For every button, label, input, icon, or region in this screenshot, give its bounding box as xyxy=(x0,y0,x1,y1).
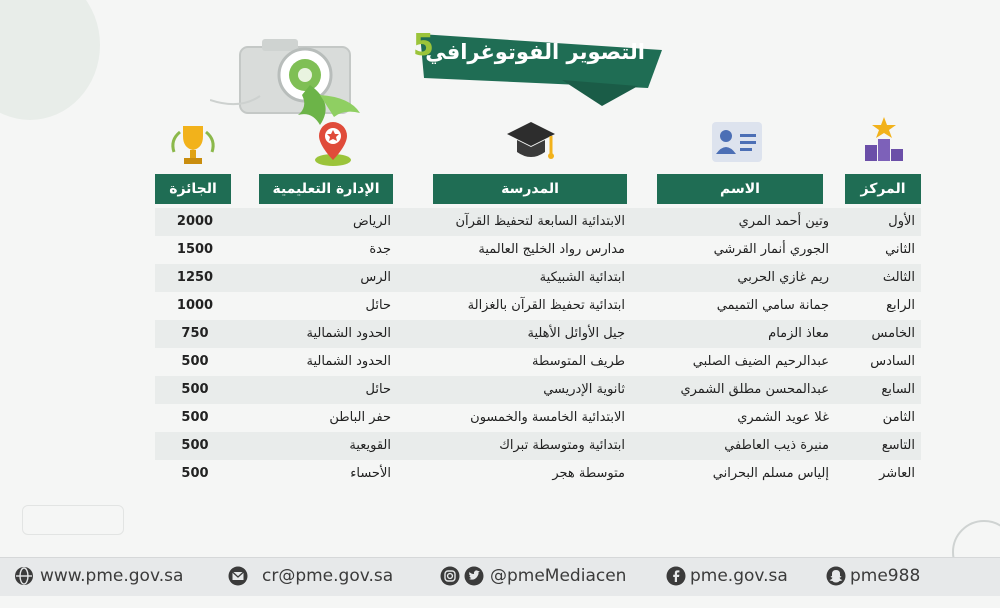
school-cell: الابتدائية السابعة لتحفيظ القرآن xyxy=(455,214,625,229)
school-cell: ابتدائية ومتوسطة تبراك xyxy=(499,438,625,453)
location-star-icon xyxy=(308,118,358,168)
table-row xyxy=(155,208,921,236)
banner-number: 5 xyxy=(413,28,434,63)
footer-social-handle[interactable]: @pmeMediacen xyxy=(490,566,627,586)
name-cell: الجوري أنمار القرشي xyxy=(713,242,829,257)
table-row xyxy=(155,460,921,488)
department-cell: حائل xyxy=(365,382,391,397)
footer-facebook[interactable]: pme.gov.sa xyxy=(690,566,788,586)
table-row xyxy=(155,404,921,432)
rank-cell: الثاني xyxy=(885,242,915,257)
department-cell: الأحساء xyxy=(350,466,391,481)
name-cell: منيرة ذيب العاطفي xyxy=(724,438,829,453)
decorative-blob xyxy=(0,0,100,120)
name-cell: عبدالمحسن مطلق الشمري xyxy=(680,382,829,397)
rank-cell: الأول xyxy=(888,214,915,229)
department-cell: الرياض xyxy=(352,214,391,229)
table-row xyxy=(155,348,921,376)
header-school: المدرسة xyxy=(433,174,627,204)
rank-cell: الثامن xyxy=(882,410,915,425)
table-row xyxy=(155,376,921,404)
school-cell: ابتدائية الشبيكية xyxy=(539,270,625,285)
prize-cell: 1500 xyxy=(176,242,214,257)
name-cell: معاذ الزمام xyxy=(768,326,829,341)
name-cell: عبدالرحيم الضيف الصلبي xyxy=(692,354,829,369)
table-row xyxy=(155,432,921,460)
rank-cell: العاشر xyxy=(879,466,915,481)
snapchat-icon xyxy=(826,566,846,586)
footer-website[interactable]: www.pme.gov.sa xyxy=(40,566,184,586)
prize-cell: 500 xyxy=(181,438,209,453)
podium-icon xyxy=(861,115,907,165)
name-cell: إلياس مسلم البحراني xyxy=(712,466,829,481)
header-prize: الجائزة xyxy=(155,174,231,204)
department-cell: حفر الباطن xyxy=(329,410,391,425)
trophy-icon xyxy=(168,122,218,168)
globe-icon xyxy=(14,566,34,586)
table-row xyxy=(155,292,921,320)
department-cell: الحدود الشمالية xyxy=(306,326,391,341)
banner-title: التصوير الفوتوغرافي xyxy=(425,40,645,64)
footer-email[interactable]: cr@pme.gov.sa xyxy=(262,566,394,586)
school-cell: ثانوية الإدريسي xyxy=(543,382,625,397)
prize-cell: 500 xyxy=(181,410,209,425)
prize-cell: 500 xyxy=(181,382,209,397)
name-cell: غلا عويد الشمري xyxy=(737,410,829,425)
prize-cell: 1000 xyxy=(176,298,214,313)
prize-cell: 2000 xyxy=(176,214,214,229)
prize-cell: 1250 xyxy=(176,270,214,285)
school-cell: الابتدائية الخامسة والخمسون xyxy=(470,410,625,425)
department-cell: الحدود الشمالية xyxy=(306,354,391,369)
school-cell: ابتدائية تحفيظ القرآن بالغزالة xyxy=(467,298,625,313)
table-row xyxy=(155,236,921,264)
department-cell: القويعية xyxy=(349,438,391,453)
mail-icon xyxy=(228,566,248,586)
rank-cell: السادس xyxy=(870,354,915,369)
department-cell: جدة xyxy=(369,242,391,257)
prize-cell: 500 xyxy=(181,354,209,369)
name-cell: وتين أحمد المري xyxy=(738,214,829,229)
table-row xyxy=(155,264,921,292)
rank-cell: الخامس xyxy=(871,326,915,341)
school-cell: متوسطة هجر xyxy=(552,466,625,481)
facebook-icon xyxy=(666,566,686,586)
footer-snapchat[interactable]: pme988 xyxy=(850,566,921,586)
prize-cell: 750 xyxy=(181,326,209,341)
graduation-cap-icon xyxy=(505,118,557,166)
rank-cell: التاسع xyxy=(881,438,915,453)
header-rank: المركز xyxy=(845,174,921,204)
camera-illustration xyxy=(210,25,400,135)
header-department: الإدارة التعليمية xyxy=(259,174,393,204)
school-cell: جيل الأوائل الأهلية xyxy=(527,326,625,341)
name-cell: جمانة سامي التميمي xyxy=(716,298,829,313)
table-row xyxy=(155,320,921,348)
watermark xyxy=(22,505,124,535)
twitter-icon xyxy=(464,566,484,586)
school-cell: طريف المتوسطة xyxy=(532,354,625,369)
instagram-icon xyxy=(440,566,460,586)
id-card-icon xyxy=(710,120,764,164)
rank-cell: الثالث xyxy=(882,270,915,285)
rank-cell: الرابع xyxy=(886,298,915,313)
department-cell: حائل xyxy=(365,298,391,313)
department-cell: الرس xyxy=(360,270,391,285)
school-cell: مدارس رواد الخليج العالمية xyxy=(478,242,625,257)
name-cell: ريم غازي الحربي xyxy=(737,270,829,285)
rank-cell: السابع xyxy=(881,382,915,397)
header-name: الاسم xyxy=(657,174,823,204)
prize-cell: 500 xyxy=(181,466,209,481)
